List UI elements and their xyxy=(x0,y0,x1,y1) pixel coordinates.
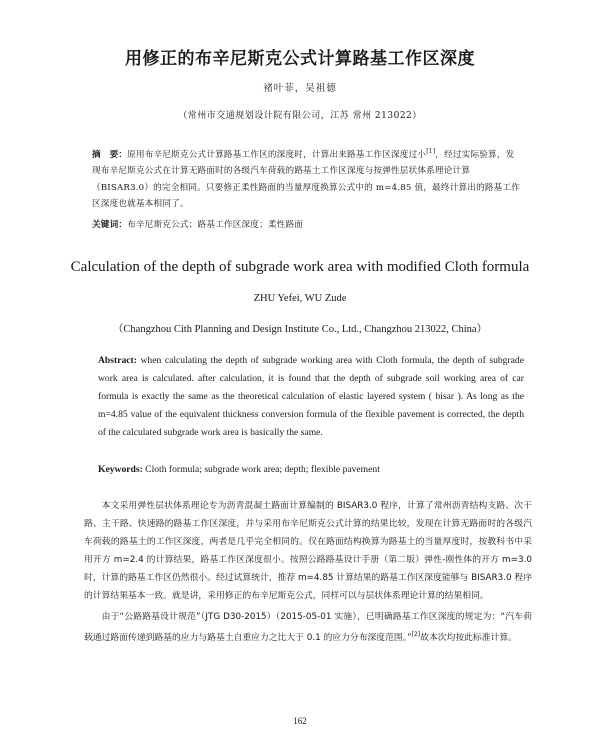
body-paragraph-2-tail: 故本次均按此标准计算。 xyxy=(420,632,517,643)
cn-affiliation: （常州市交通规划设计院有限公司，江苏 常州 213022） xyxy=(178,111,422,121)
body-paragraph-1: 本文采用弹性层状体系理论专为沥青混凝土路面计算编制的 BISAR3.0 程序，计算了常州沥青结构支路、次干路、主干路、快速路的路基工作区深度，并与采用布辛尼斯克公式计算的结果比较，发现在计算无路面时的各级汽车荷载的路基土的工作区深度，两者是几乎完全相同的。仅在路面结构换算为路基土的当量厚度时，按教科书中采用开方 m=2.4 的计算结果，路基工作区深度很小。按照公路路基设计手册（第二版）弹性-刚性体的开方 m=3.0 时，计算的路基工作区仍然很小。经过试算统计，推荐 m=4.85 计算结果的路基工作区深度能够与 BISAR3.0 程序的计算结果基本一致。就是讲，采用修正的布辛尼斯克公式，同样可以与层状体系理论计算的结果相同。 xyxy=(84,501,532,602)
cn-title: 用修正的布辛尼斯克公式计算路基工作区深度 xyxy=(125,49,475,69)
en-keywords-text: Cloth formula; subgrade work area; depth; flexible pavement xyxy=(142,464,380,475)
cn-abstract-text: 原用布辛尼斯克公式计算路基工作区的深度时，计算出来路基工作区深度过小 xyxy=(127,149,427,160)
en-keywords xyxy=(98,464,524,475)
en-abstract-label: Abstract: xyxy=(98,355,137,366)
cn-abstract-ref: [1] xyxy=(426,148,436,155)
en-abstract-text: when calculating the depth of subgrade working area with Cloth formula, the depth of subgrade work area is calculated. after calculation, it is found that the depth of subgrade soil working area of car formula is exactly the same as the theoretical calculation of elastic layered system ( bisar ). As long as the m=4.85 value of the equivalent thickness conversion formula of the flexible pavement is corrected, the depth of the calculated subgrade work area is basically the same. xyxy=(98,355,524,439)
cn-keywords-label: 关键词： xyxy=(92,220,128,230)
en-keywords-label: Keywords: xyxy=(98,464,143,475)
body-paragraph-2 xyxy=(84,608,532,647)
en-authors: ZHU Yefei, WU Zude xyxy=(253,293,347,304)
en-affiliation: （Changzhou Cith Planning and Design Institute Co., Ltd., Changzhou 213022, China） xyxy=(112,324,488,335)
cn-keywords-text: 布辛尼斯克公式；路基工作区深度；柔性路面 xyxy=(127,220,304,230)
body-text xyxy=(84,497,532,647)
cn-abstract-label: 摘 要： xyxy=(92,149,128,160)
cn-abstract xyxy=(92,144,522,212)
en-abstract xyxy=(98,352,524,442)
cn-abstract-text-2: ，经过实际验算，发现布辛尼斯克公式在计算无路面时的各级汽车荷载的路基土工作区深度与按弹性层状体系理论计算（BISAR3.0）的完全相同。只要修正柔性路面的当量厚度换算公式中的 m=4.85 值，最终计算出的路基工作区深度也就基本相同了。 xyxy=(92,149,521,210)
page-number: 162 xyxy=(293,716,307,726)
cn-keywords xyxy=(92,218,522,230)
body-paragraph-2-text: 由于“公路路基设计规范”（JTG D30-2015）（2015-05-01 实施），已明确路基工作区深度的规定为：“汽车荷载通过路面传递到路基的应力与路基土自重应力之比大于 0.1 的应力分布深度范围。” xyxy=(84,611,532,643)
body-paragraph-2-ref: [2] xyxy=(411,630,421,638)
en-title: Calculation of the depth of subgrade work area with modified Cloth formula xyxy=(70,259,530,275)
cn-authors: 褚叶菲，吴祖德 xyxy=(263,83,337,94)
